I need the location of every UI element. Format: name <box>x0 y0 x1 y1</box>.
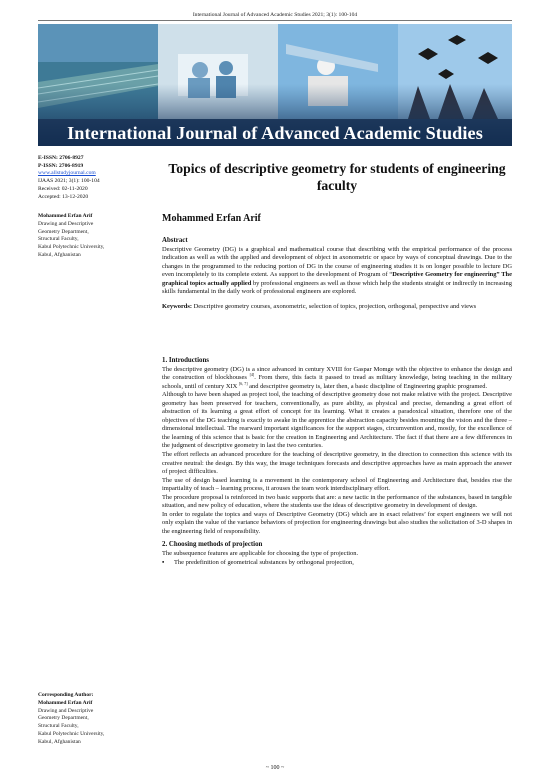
eissn: E-ISSN: 2706-8927 <box>38 155 84 161</box>
header-rule <box>38 20 512 21</box>
received-date: Received: 02-11-2020 <box>38 185 88 192</box>
section-heading: 1. Introductions <box>162 357 209 364</box>
paragraph: The effort reflects an advanced procedure for the teaching of descriptive geometry, in the direction to connection this science with its creative neutral: the design. By this way, the image techniques forecasts and descriptive approaches have as main approach the answer of project difficulties. <box>162 451 512 476</box>
affiliation-line: Drawing and Descriptive <box>38 220 94 227</box>
corresponding-name: Mohammed Erfan Arif <box>38 699 93 706</box>
corresponding-label: Corresponding Author: <box>38 692 94 698</box>
corresponding-line: Geometry Department, <box>38 715 89 722</box>
abstract <box>162 237 512 311</box>
paragraph: The use of design based learning is a movement in the contemporary school of Engineering and Architecture that, besides rise the impartiality of teach – learning process, it arouses the team work interdisciplinary effort. <box>162 476 512 493</box>
affiliation-line: Geometry Department, <box>38 228 89 235</box>
running-head: International Journal of Advanced Academic Studies 2021; 3(1): 100-104 <box>192 12 358 18</box>
citation-ref: [4] <box>249 371 255 377</box>
keywords <box>162 303 512 312</box>
page-number: ~ 100 ~ <box>265 765 285 771</box>
citation-ref: [6, 7] <box>238 380 248 386</box>
ijaas-citation: IJAAS 2021; 3(1): 100-104 <box>38 178 100 185</box>
corresponding-line: Kabul Polytechnic University, <box>38 730 105 737</box>
paragraph: The procedure proposal is reinforced in two basic supports that are: a new tactic in the performance of the substances, based in tangible situation, and new policy of education, where the students use the ideas of descriptive geometry in development of design. <box>162 493 512 510</box>
corresponding-author <box>38 692 148 747</box>
bullet-square-icon: ▪ <box>162 558 165 566</box>
section-heading: 2. Choosing methods of projection <box>162 541 263 549</box>
paper-title: Topics of descriptive geometry for students of engineering faculty <box>168 161 506 193</box>
paragraph: The subsequence features are applicable for choosing the type of projection. <box>162 550 359 558</box>
paper-author: Mohammed Erfan Arif <box>162 213 261 224</box>
pissn: P-ISSN: 2706-8919 <box>38 162 84 169</box>
keywords-text: Descriptive geometry courses, axonometric, selection of topics, projection, orthogonal, perspective and views <box>192 302 477 310</box>
affiliation-line: Kabul, Afghanistan <box>38 251 81 258</box>
paragraph: The descriptive geometry (DG) is a since advanced in century XVIII for Gaspar Momge with the objective to enhance the design and the construction of blockhouses [4]. From there, this facts it passed to tread as military knowledge, being teaching in the military schools, until of century XIX [6, 7] and descriptive geometry is, later then, a basic discipline of Engineering graphic programed. <box>162 365 512 390</box>
affiliation-line: Structural Faculty, <box>38 236 79 243</box>
affiliation-name: Mohammed Erfan Arif <box>38 213 93 219</box>
journal-website-link[interactable]: www.allstudyjournal.com <box>38 170 96 177</box>
keywords-label: Keywords: <box>162 302 193 310</box>
affiliation-line: Kabul Polytechnic University, <box>38 244 105 251</box>
accepted-date: Accepted: 13-12-2020 <box>38 193 89 200</box>
corresponding-line: Drawing and Descriptive <box>38 707 94 714</box>
section-introductions <box>162 357 512 567</box>
abstract-heading: Abstract <box>162 237 188 244</box>
banner-title: International Journal of Advanced Academic Studies <box>67 123 483 143</box>
article-meta <box>38 155 148 201</box>
bullet-item: ▪ The predefinition of geometrical substances by orthogonal projection, <box>162 558 354 566</box>
corresponding-line: Structural Faculty, <box>38 723 79 730</box>
abstract-body: Descriptive Geometry (DG) is a graphical and mathematical course that describing with the empirical performance of the process indication as well as with the applied and development of object in axonometric or space by ways of conceptual drawings. Due to the changes in the programmed to the reducing portion of DG in the course of engineering studies it is on longer possible to lecture DG even incompletely to its complete extent. As support to the development of Program of “Descriptive Geometry for engineering” The graphical topics actually applied by professional engineers as well as those which help the students straight or indirectly in increasing skills fundamental in the daily work of professional engineers are explored. <box>162 245 512 296</box>
paragraph: In order to regulate the topics and ways of Descriptive Geometry (DG) which are in exact relatives’ for expert engineers we will not only explain the value of the variance behaviors of projection for engineering drawings but also studies the solicitation of 3-D shapes in the engineering field of responsibility. <box>162 510 512 535</box>
paragraph: Although to have been shaped as project tool, the teaching of descriptive geometry dose not make relative with the project. Descriptive geometry has been preserved for teachers, conventionally, as pure ability, as physical and precise, demanding a great effort of abstraction of its learning a great effort of concept for its learning. What it creates a paradoxical situation, therefore one of the objectives of the DG teaching is exactly to awake in the apprentice the abstraction capacity besides mounting the vision and the three – dimensional intellectual. The rearward important significances for the support stages, circumvention and, mostly, for the excellence of the learning of this science that is basic for the creation in Engineering and Architecture. The fact if that there are a few differences in the judgment of descriptive geometry in last the two centuries. <box>162 391 512 450</box>
author-affiliation <box>38 213 148 260</box>
corresponding-line: Kabul, Afghanistan <box>38 738 81 745</box>
journal-banner <box>38 24 512 146</box>
